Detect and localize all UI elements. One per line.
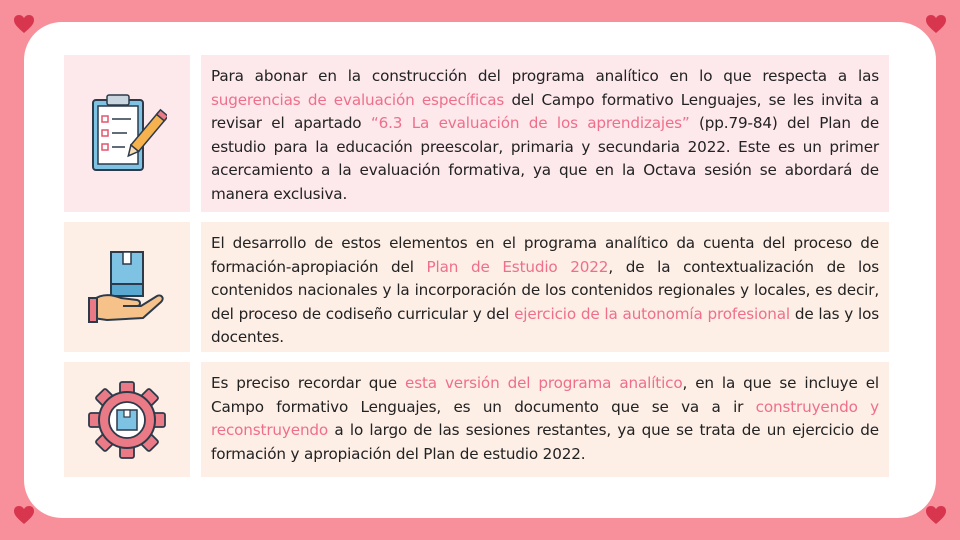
highlight-text: “6.3 La evaluación de los aprendizajes” bbox=[370, 114, 690, 133]
icon-panel bbox=[64, 222, 190, 352]
text-segment: Es preciso recordar que bbox=[211, 374, 406, 392]
text-segment: del Campo formativo Lenguajes, se les invita a revisar el apartado bbox=[211, 90, 879, 133]
icon-panel bbox=[64, 55, 190, 212]
info-block-evaluacion bbox=[64, 55, 889, 212]
highlight-text: Plan de Estudio 2022 bbox=[426, 257, 609, 276]
heart-icon bbox=[925, 505, 947, 525]
text-segment: El desarrollo de estos elementos en el programa analítico da cuenta del proceso de formación-apropiación del bbox=[211, 234, 879, 276]
paragraph bbox=[211, 65, 879, 207]
text-panel bbox=[201, 222, 889, 352]
highlight-text: construyendo y reconstruyendo bbox=[211, 397, 879, 440]
text-segment: , en la que se incluye el Campo formativo Lenguajes, es un documento que se va a ir bbox=[211, 374, 879, 416]
text-segment: de las y los docentes. bbox=[211, 304, 879, 347]
text-segment: a lo largo de las sesiones restantes, ya que se trata de un ejercicio de formación y apropiación del Plan de estudio 2022. bbox=[211, 421, 879, 463]
text-panel bbox=[201, 362, 889, 477]
heart-icon bbox=[13, 14, 35, 34]
paragraph bbox=[211, 232, 879, 350]
text-panel bbox=[201, 55, 889, 212]
text-segment: , de la contextualización de los contenidos nacionales y la incorporación de los contenidos regionales y locales, es decir, del proceso de codiseño curricular y del bbox=[211, 257, 879, 323]
heart-icon bbox=[925, 14, 947, 34]
gear-box-icon bbox=[87, 380, 167, 460]
text-segment: (pp.79-84) del Plan de estudio para la educación preescolar, primaria y secundaria 2022. Este es un primer acercamiento a la evaluación formativa, ya que en la Octava sesión se abordará de manera exclusiva. bbox=[211, 114, 880, 203]
info-block-desarrollo bbox=[64, 222, 889, 352]
info-block-version bbox=[64, 362, 889, 477]
text-segment: Para abonar en la construcción del programa analítico en lo que respecta a las bbox=[211, 67, 879, 85]
highlight-text: esta versión del programa analítico bbox=[405, 374, 683, 392]
hand-holding-box-icon bbox=[87, 248, 167, 326]
icon-panel bbox=[64, 362, 190, 477]
highlight-text: ejercicio de la autonomía profesional bbox=[514, 304, 790, 323]
clipboard-checklist-pencil-icon bbox=[87, 92, 167, 176]
paragraph bbox=[211, 372, 879, 466]
highlight-text: sugerencias de evaluación específicas bbox=[211, 90, 505, 109]
heart-icon bbox=[13, 505, 35, 525]
